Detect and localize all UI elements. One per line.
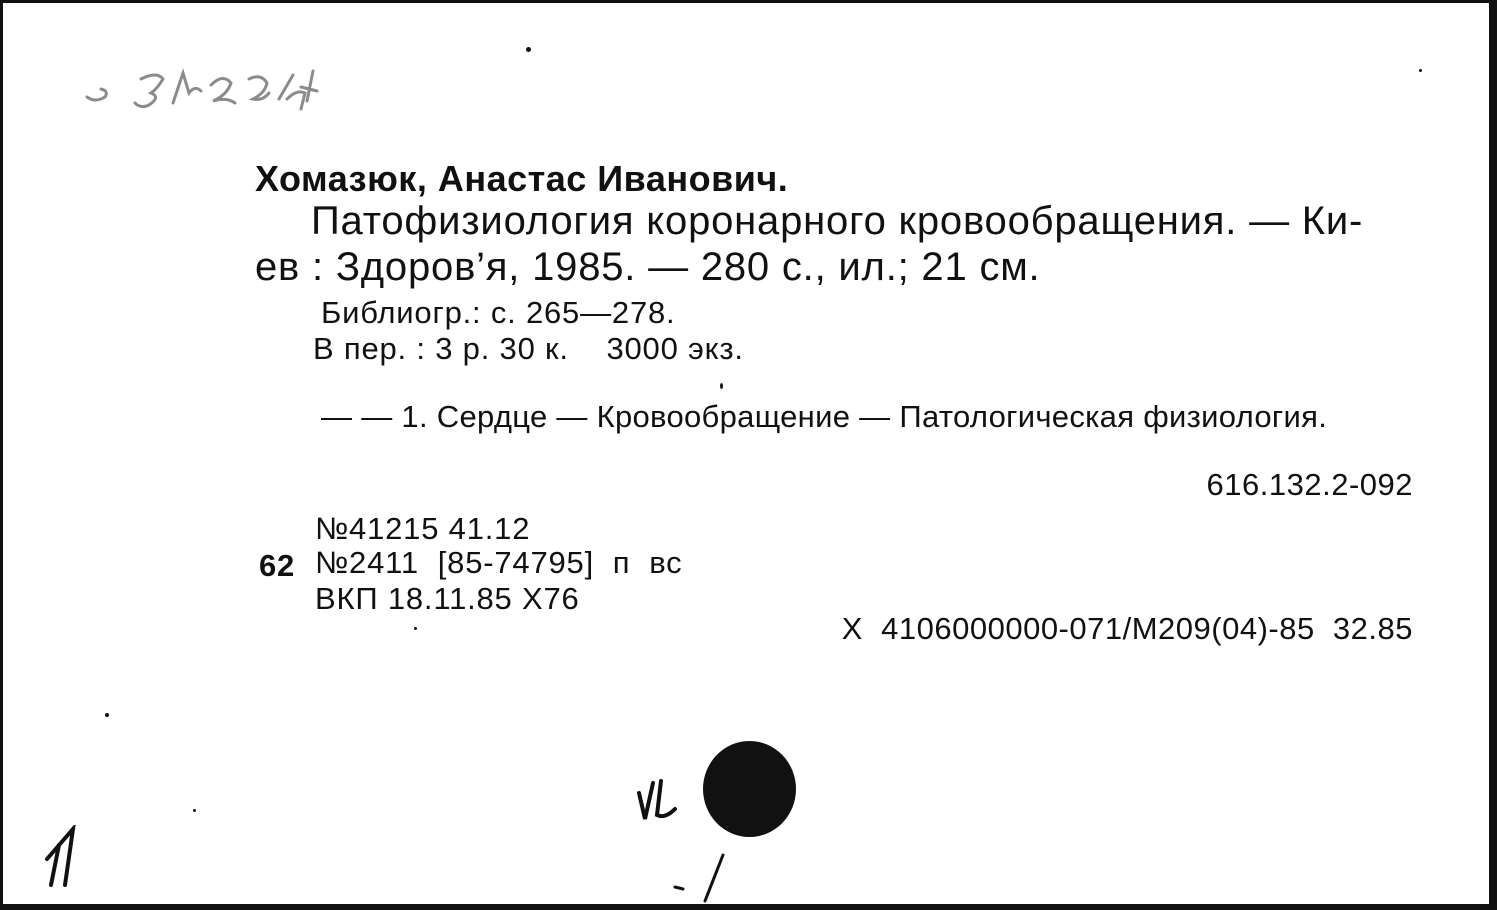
registration-line-2: №2411 [85-74795] п вс <box>315 545 683 580</box>
title-line-2: ев : Здоров’я, 1985. — 280 с., ил.; 21 см. <box>255 245 1041 289</box>
card-number: 62 <box>259 548 296 583</box>
number-one-icon <box>39 825 85 887</box>
speck <box>526 47 531 52</box>
speck <box>414 627 417 630</box>
registration-line-3: ВКП 18.11.85 X76 <box>315 581 580 616</box>
speck <box>193 809 196 812</box>
isbn-code: X 4106000000-071/М209(04)-85 32.85 <box>841 611 1413 646</box>
price-and-print-run: В пер. : 3 р. 30 к. 3000 экз. <box>313 331 744 366</box>
inventory-stamp-icon <box>81 55 341 115</box>
slash-icon <box>671 851 731 903</box>
speck <box>105 713 109 717</box>
subject-headings: — — 1. Сердце — Кровообращение — Патологическая физиология. <box>321 399 1328 434</box>
speck <box>720 383 723 389</box>
udc-classification: 616.132.2-092 <box>1206 467 1413 502</box>
bibliography-note: Библиогр.: с. 265—278. <box>321 295 676 330</box>
punch-hole <box>703 741 796 837</box>
title-line-1: Патофизиология коронарного кровообращения. — Ки- <box>311 199 1364 243</box>
author-heading: Хомазюк, Анастас Иванович. <box>255 158 789 199</box>
registration-line-1: №41215 41.12 <box>315 511 531 546</box>
initials-icon <box>631 775 691 825</box>
speck <box>1419 69 1422 72</box>
